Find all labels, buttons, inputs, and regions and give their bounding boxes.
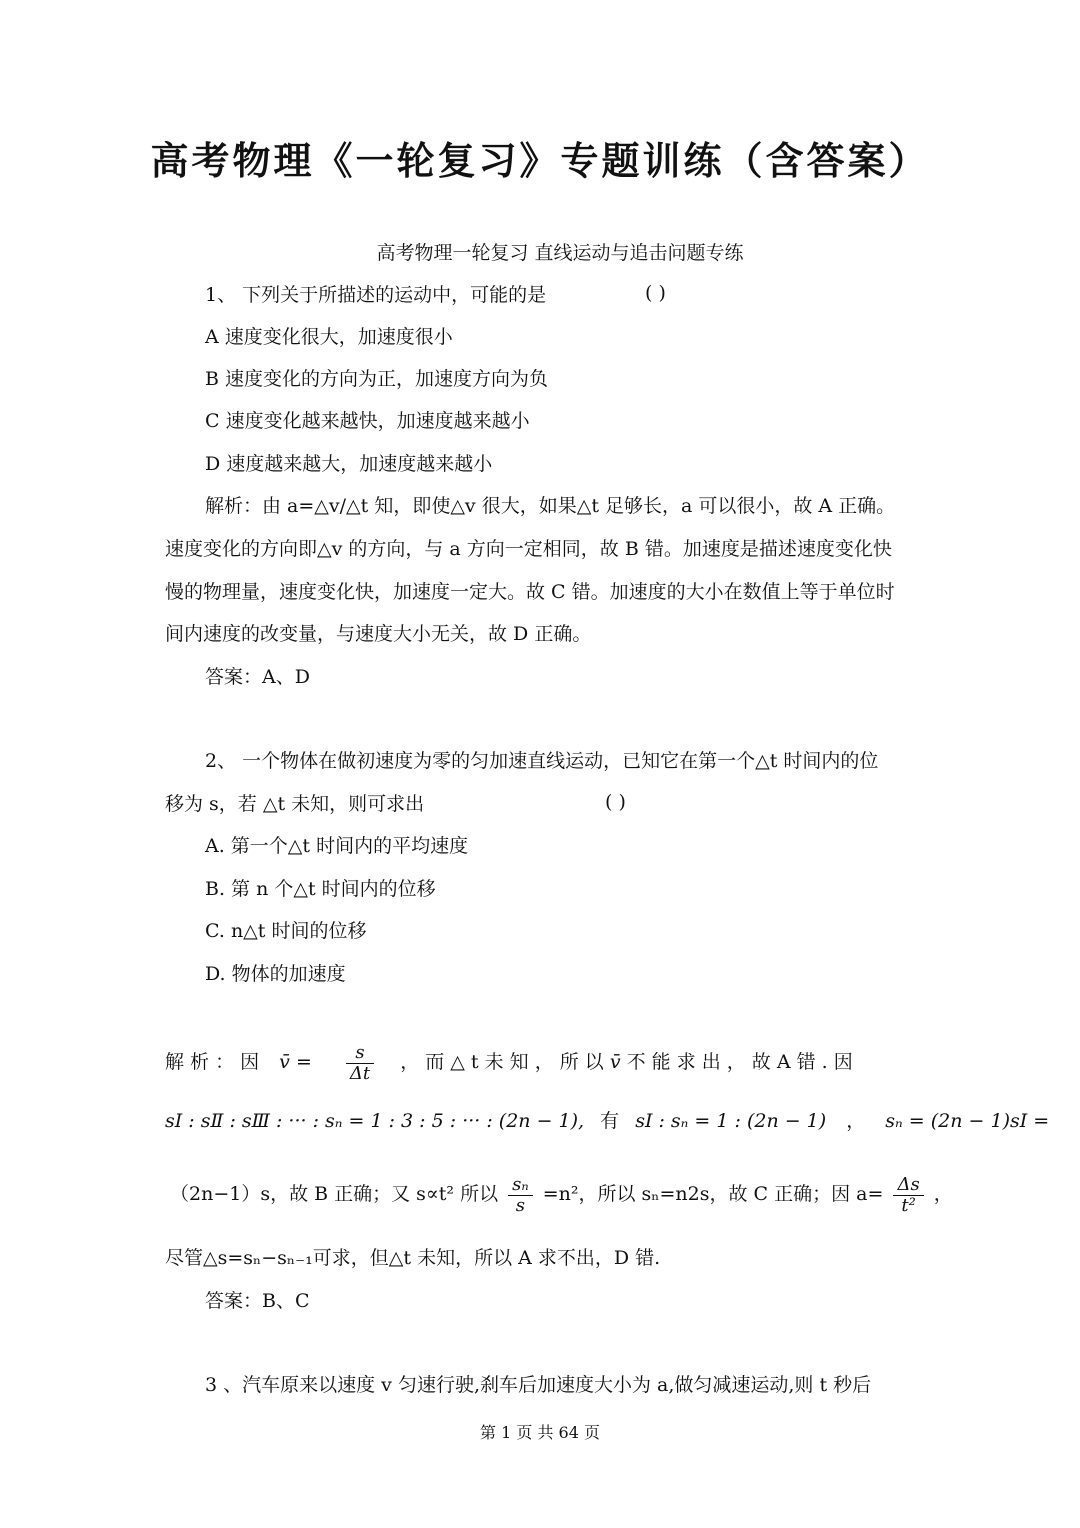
document-title: 高考物理《一轮复习》专题训练（含答案）	[150, 139, 930, 183]
question-2-answer: 答案：B、C	[205, 1290, 310, 1312]
question-1-analysis-line: 间内速度的改变量，与速度大小无关，故 D 正确。	[165, 623, 592, 645]
question-1-stem: 1、 下列关于所描述的运动中，可能的是	[205, 284, 547, 306]
question-1-option-c: C 速度变化越来越快，加速度越来越小	[205, 410, 530, 432]
question-2-stem: 2、 一个物体在做初速度为零的匀加速直线运动，已知它在第一个△t 时间内的位	[205, 750, 879, 772]
question-3-stem: 3 、汽车原来以速度 v 匀速行驶,刹车后加速度大小为 a,做匀减速运动,则 t 秒后	[205, 1374, 872, 1396]
fraction-numerator: sₙ	[508, 1175, 533, 1196]
fraction-s-over-dt	[346, 1043, 374, 1084]
question-1-analysis-line: 速度变化的方向即△v 的方向，与 a 方向一定相同，故 B 错。加速度是描述速度变化快	[165, 538, 892, 560]
question-1-option-b: B 速度变化的方向为正，加速度方向为负	[205, 368, 549, 390]
analysis-text: ，	[933, 1183, 953, 1205]
fraction-denominator: t²	[901, 1194, 916, 1216]
question-1-analysis-line: 解析：由 a=△v/△t 知，即使△v 很大，如果△t 足够长，a 可以很小，故 A 正确。	[205, 495, 896, 517]
mean-velocity-symbol: v̄	[609, 1051, 621, 1073]
question-1-answer: 答案：A、D	[205, 666, 310, 688]
analysis-text: 解 析 ： 因	[165, 1051, 260, 1073]
fraction-denominator: s	[515, 1194, 526, 1216]
question-2-analysis-line-1	[165, 1040, 853, 1084]
analysis-text: ，	[846, 1110, 866, 1132]
fraction-denominator: Δt	[349, 1062, 371, 1084]
ratio-formula: sⅠ : sⅡ : sⅢ : ··· : sₙ = 1 : 3 : 5 : ··· : (2n − 1),	[165, 1110, 585, 1132]
page-footer: 第 1 页 共 64 页	[480, 1423, 600, 1442]
question-2-option-d: D. 物体的加速度	[205, 963, 346, 985]
displacement-formula: sₙ = (2n − 1)sⅠ =	[885, 1110, 1050, 1132]
question-2-analysis-line-3	[170, 1172, 953, 1216]
mean-velocity-symbol: v̄ =	[279, 1051, 312, 1073]
section-title: 高考物理一轮复习 直线运动与追击问题专练	[376, 242, 744, 264]
question-1-analysis-line: 慢的物理量，速度变化快，加速度一定大。故 C 错。加速度的大小在数值上等于单位时	[165, 581, 895, 603]
fraction-ds-over-t2	[893, 1175, 923, 1216]
fraction-numerator: s	[346, 1043, 374, 1064]
ratio-formula: sⅠ : sₙ = 1 : (2n − 1)	[635, 1110, 827, 1132]
question-2-analysis-line-4: 尽管△s=sₙ−sₙ₋₁可求，但△t 未知，所以 A 求不出，D 错.	[165, 1247, 661, 1269]
analysis-text: （2n−1）s，故 B 正确；又 s∝t² 所以	[170, 1183, 499, 1205]
question-2-option-a: A. 第一个△t 时间内的平均速度	[205, 835, 469, 857]
fraction-numerator: Δs	[893, 1175, 923, 1196]
question-1-answer-blank: ( )	[645, 282, 666, 304]
question-2-option-b: B. 第 n 个△t 时间内的位移	[205, 878, 436, 900]
question-2-stem-cont: 移为 s，若 △t 未知，则可求出	[165, 793, 425, 815]
question-2-option-c: C. n△t 时间的位移	[205, 920, 367, 942]
fraction-sn-over-s	[508, 1175, 533, 1216]
analysis-text: 不 能 求 出 ， 故 A 错 . 因	[626, 1051, 853, 1073]
question-2-analysis-line-2	[165, 1108, 1049, 1134]
question-2-answer-blank: ( )	[605, 791, 626, 813]
question-1-option-a: A 速度变化很大，加速度很小	[205, 326, 453, 348]
question-1-option-d: D 速度越来越大，加速度越来越小	[205, 453, 493, 475]
analysis-text: ， 而 △ t 未 知 ， 所 以	[400, 1051, 604, 1073]
analysis-text: 有	[600, 1110, 620, 1132]
analysis-text: =n²，所以 sₙ=n2s，故 C 正确；因 a=	[542, 1183, 884, 1205]
